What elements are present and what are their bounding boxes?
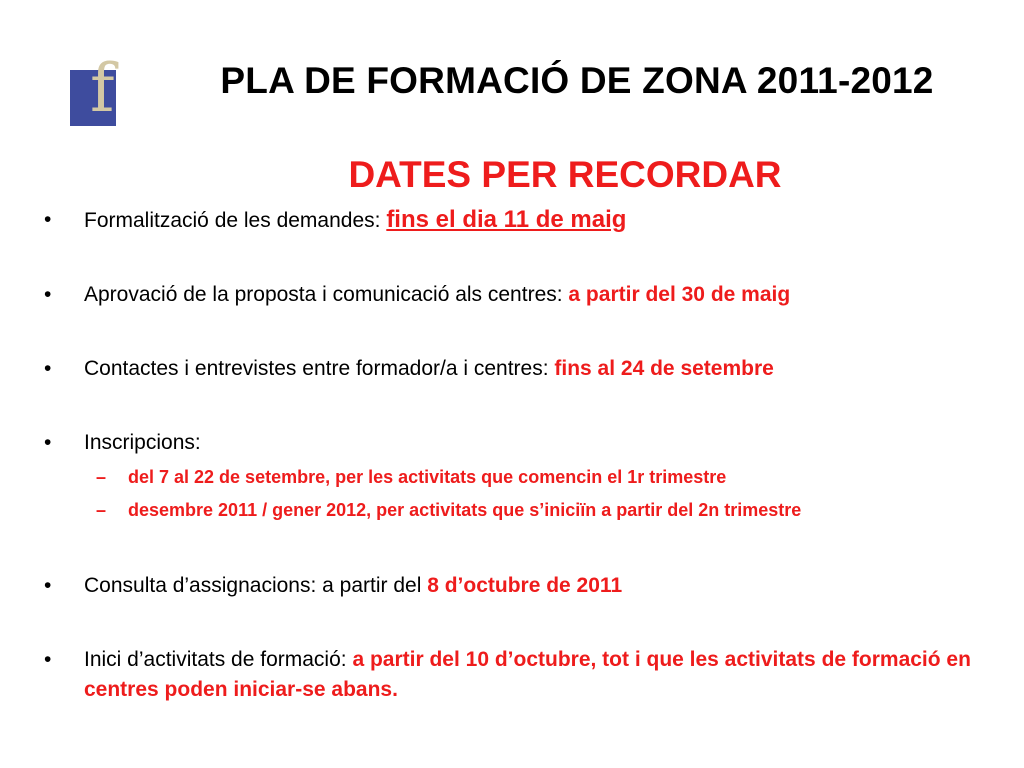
- item-date: fins el dia 11 de maig: [386, 206, 627, 233]
- list-item: [40, 354, 1000, 384]
- list-item: [40, 280, 1000, 310]
- list-item: [40, 645, 1000, 705]
- item-date: fins al 24 de setembre: [554, 357, 774, 380]
- item-label: Formalització de les demandes:: [84, 209, 387, 232]
- page-title: PLA DE FORMACIÓ DE ZONA 2011-2012: [220, 60, 934, 101]
- logo-letter: f: [90, 50, 115, 127]
- bullet-icon: •: [44, 648, 52, 671]
- sublist-item-text: desembre 2011 / gener 2012, per activitats que s’iniciïn a partir del 2n trimestre: [128, 500, 802, 520]
- item-date: 8 d’octubre de 2011: [427, 574, 623, 597]
- sublist-item: [40, 461, 1000, 494]
- item-label: Inscripcions:: [84, 431, 201, 454]
- item-date: a partir del 30 de maig: [568, 283, 791, 306]
- sublist-item-text: del 7 al 22 de setembre, per les activitats que comencin el 1r trimestre: [128, 467, 727, 487]
- sublist: [40, 461, 1000, 527]
- list-item: [40, 571, 1000, 601]
- item-label: Aprovació de la proposta i comunicació als centres:: [84, 283, 569, 306]
- bullet-icon: •: [44, 574, 52, 597]
- bullet-icon: •: [44, 431, 52, 454]
- sublist-item: [40, 494, 1000, 527]
- list-item: [40, 205, 1000, 236]
- bullet-icon: •: [44, 357, 52, 380]
- section-subtitle: DATES PER RECORDAR: [348, 154, 782, 195]
- dash-icon: –: [96, 500, 107, 520]
- item-label: Contactes i entrevistes entre formador/a i centres:: [84, 357, 555, 380]
- list-item: [40, 428, 1000, 458]
- dates-list: [40, 205, 1000, 705]
- item-label: Consulta d’assignacions: a partir del: [84, 574, 428, 597]
- item-label: Inici d’activitats de formació:: [84, 648, 353, 671]
- sublist-container: [40, 461, 1000, 527]
- bullet-icon: •: [44, 283, 52, 306]
- bullet-icon: •: [44, 208, 52, 231]
- dash-icon: –: [96, 467, 107, 487]
- item-date: a partir del 10 d’octubre, tot i que les activitats de formació en centres poden iniciar-se abans.: [84, 648, 971, 701]
